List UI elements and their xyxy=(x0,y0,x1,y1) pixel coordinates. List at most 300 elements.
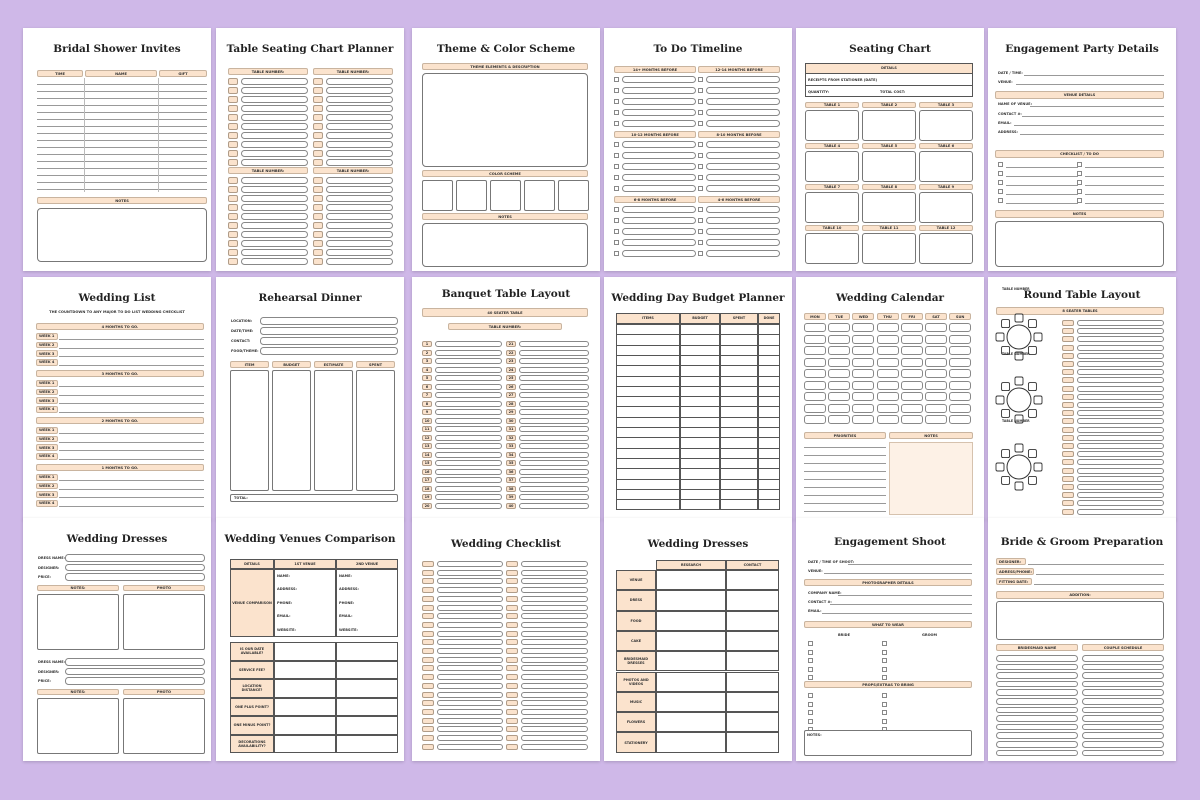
contact-cell[interactable] xyxy=(726,611,779,631)
guest-field[interactable] xyxy=(519,426,589,432)
budget-row[interactable] xyxy=(616,427,780,428)
check-field[interactable] xyxy=(521,700,588,706)
day-cell[interactable] xyxy=(877,323,899,332)
contact-cell[interactable] xyxy=(726,672,779,692)
check-field[interactable] xyxy=(521,605,588,611)
priority-line[interactable] xyxy=(804,511,886,512)
check-box[interactable] xyxy=(1077,189,1082,194)
column-box[interactable] xyxy=(272,370,311,491)
contact-cell[interactable] xyxy=(726,631,779,651)
todo-field[interactable] xyxy=(622,206,696,213)
budget-row[interactable] xyxy=(616,437,780,438)
guest-field[interactable] xyxy=(1077,320,1164,326)
todo-checkbox[interactable] xyxy=(698,175,703,180)
day-cell[interactable] xyxy=(804,381,826,390)
schedule-field[interactable] xyxy=(1082,681,1164,688)
field-input[interactable] xyxy=(65,564,205,572)
table-box[interactable] xyxy=(805,233,859,264)
budget-row[interactable] xyxy=(616,479,780,480)
address-line[interactable] xyxy=(1020,134,1164,135)
guest-field[interactable] xyxy=(519,503,589,509)
research-cell[interactable] xyxy=(656,672,726,692)
day-cell[interactable] xyxy=(901,404,923,413)
priority-line[interactable] xyxy=(804,479,886,480)
todo-field[interactable] xyxy=(706,87,780,94)
todo-field[interactable] xyxy=(706,217,780,224)
invite-row-line[interactable] xyxy=(37,133,207,134)
guest-name-field[interactable] xyxy=(326,213,393,220)
invite-row-line[interactable] xyxy=(37,105,207,106)
table-box[interactable] xyxy=(805,110,859,141)
guest-field[interactable] xyxy=(519,460,589,466)
second-answer[interactable] xyxy=(336,642,398,661)
guest-name-field[interactable] xyxy=(326,177,393,184)
todo-field[interactable] xyxy=(706,120,780,127)
day-cell[interactable] xyxy=(828,346,850,355)
todo-field[interactable] xyxy=(622,98,696,105)
day-cell[interactable] xyxy=(901,369,923,378)
first-answer[interactable] xyxy=(274,661,336,680)
column-box[interactable] xyxy=(230,370,269,491)
photo-box[interactable] xyxy=(123,594,205,650)
day-cell[interactable] xyxy=(877,369,899,378)
field-input[interactable] xyxy=(65,658,205,666)
contact-cell[interactable] xyxy=(726,712,779,732)
invite-row-line[interactable] xyxy=(37,119,207,120)
day-cell[interactable] xyxy=(925,404,947,413)
check-line[interactable] xyxy=(1006,176,1078,177)
guest-field[interactable] xyxy=(1077,427,1164,433)
guest-name-field[interactable] xyxy=(326,159,393,166)
bridesmaid-field[interactable] xyxy=(996,698,1078,705)
guest-name-field[interactable] xyxy=(241,150,308,157)
check-marker[interactable] xyxy=(422,665,434,671)
check-field[interactable] xyxy=(521,587,588,593)
table-box[interactable] xyxy=(805,151,859,182)
guest-name-field[interactable] xyxy=(241,132,308,139)
check-field[interactable] xyxy=(437,700,503,706)
day-cell[interactable] xyxy=(828,323,850,332)
check-box[interactable] xyxy=(1077,162,1082,167)
check-marker[interactable] xyxy=(506,639,518,645)
todo-checkbox[interactable] xyxy=(614,99,619,104)
todo-checkbox[interactable] xyxy=(614,153,619,158)
contact-line[interactable] xyxy=(830,604,972,605)
week-line[interactable] xyxy=(59,365,204,366)
table-box[interactable] xyxy=(862,192,916,223)
week-line[interactable] xyxy=(59,339,204,340)
guest-name-field[interactable] xyxy=(241,114,308,121)
day-cell[interactable] xyxy=(828,381,850,390)
guest-field[interactable] xyxy=(1077,386,1164,392)
research-cell[interactable] xyxy=(656,712,726,732)
budget-row[interactable] xyxy=(616,406,780,407)
day-cell[interactable] xyxy=(877,358,899,367)
guest-field[interactable] xyxy=(1077,410,1164,416)
guest-field[interactable] xyxy=(1077,459,1164,465)
todo-checkbox[interactable] xyxy=(698,229,703,234)
guest-field[interactable] xyxy=(1077,353,1164,359)
priority-line[interactable] xyxy=(804,447,886,448)
day-cell[interactable] xyxy=(804,369,826,378)
guest-field[interactable] xyxy=(435,375,502,381)
guest-name-field[interactable] xyxy=(241,258,308,265)
bridesmaid-field[interactable] xyxy=(996,715,1078,722)
check-field[interactable] xyxy=(437,744,503,750)
todo-checkbox[interactable] xyxy=(698,218,703,223)
todo-checkbox[interactable] xyxy=(614,164,619,169)
week-line[interactable] xyxy=(59,348,204,349)
check-marker[interactable] xyxy=(506,674,518,680)
todo-field[interactable] xyxy=(622,174,696,181)
check-marker[interactable] xyxy=(422,718,434,724)
check-box[interactable] xyxy=(998,162,1003,167)
check-field[interactable] xyxy=(437,613,503,619)
todo-checkbox[interactable] xyxy=(614,240,619,245)
prop-checkbox[interactable] xyxy=(882,710,887,715)
check-marker[interactable] xyxy=(422,613,434,619)
prop-checkbox[interactable] xyxy=(808,719,813,724)
schedule-field[interactable] xyxy=(1082,707,1164,714)
color-swatch[interactable] xyxy=(456,180,487,211)
day-cell[interactable] xyxy=(804,335,826,344)
todo-checkbox[interactable] xyxy=(614,77,619,82)
day-cell[interactable] xyxy=(949,369,971,378)
guest-field[interactable] xyxy=(435,435,502,441)
guest-name-field[interactable] xyxy=(326,123,393,130)
check-marker[interactable] xyxy=(422,596,434,602)
guest-name-field[interactable] xyxy=(241,87,308,94)
budget-row[interactable] xyxy=(616,509,780,510)
wear-checkbox[interactable] xyxy=(882,641,887,646)
check-line[interactable] xyxy=(1006,167,1078,168)
guest-field[interactable] xyxy=(435,392,502,398)
day-cell[interactable] xyxy=(949,358,971,367)
check-marker[interactable] xyxy=(422,683,434,689)
invite-row-line[interactable] xyxy=(37,182,207,183)
day-cell[interactable] xyxy=(901,358,923,367)
day-cell[interactable] xyxy=(901,415,923,424)
todo-checkbox[interactable] xyxy=(614,175,619,180)
check-marker[interactable] xyxy=(422,709,434,715)
wear-checkbox[interactable] xyxy=(808,667,813,672)
check-box[interactable] xyxy=(998,189,1003,194)
wear-checkbox[interactable] xyxy=(882,667,887,672)
check-box[interactable] xyxy=(998,171,1003,176)
day-cell[interactable] xyxy=(828,335,850,344)
check-field[interactable] xyxy=(437,596,503,602)
schedule-field[interactable] xyxy=(1082,698,1164,705)
field-input[interactable] xyxy=(65,677,205,685)
day-cell[interactable] xyxy=(949,346,971,355)
schedule-field[interactable] xyxy=(1082,689,1164,696)
contact-cell[interactable] xyxy=(726,692,779,712)
photo-box[interactable] xyxy=(123,698,205,754)
budget-row[interactable] xyxy=(616,396,780,397)
schedule-field[interactable] xyxy=(1082,664,1164,671)
bridesmaid-field[interactable] xyxy=(996,655,1078,662)
guest-field[interactable] xyxy=(519,469,589,475)
invite-row-line[interactable] xyxy=(37,161,207,162)
budget-row[interactable] xyxy=(616,365,780,366)
day-cell[interactable] xyxy=(828,392,850,401)
check-field[interactable] xyxy=(437,657,503,663)
budget-row[interactable] xyxy=(616,499,780,500)
todo-field[interactable] xyxy=(622,217,696,224)
todo-checkbox[interactable] xyxy=(698,88,703,93)
day-cell[interactable] xyxy=(852,358,874,367)
guest-name-field[interactable] xyxy=(241,195,308,202)
check-line[interactable] xyxy=(1085,176,1164,177)
week-line[interactable] xyxy=(59,395,204,396)
check-line[interactable] xyxy=(1006,194,1078,195)
guest-name-field[interactable] xyxy=(326,195,393,202)
check-marker[interactable] xyxy=(422,674,434,680)
todo-field[interactable] xyxy=(706,76,780,83)
field-input[interactable] xyxy=(260,347,398,355)
prop-checkbox[interactable] xyxy=(882,719,887,724)
date-time-line[interactable] xyxy=(1024,75,1164,76)
guest-name-field[interactable] xyxy=(326,150,393,157)
fitting-line[interactable] xyxy=(1034,584,1164,585)
notes-box[interactable] xyxy=(804,730,972,756)
invite-row-line[interactable] xyxy=(37,175,207,176)
invite-row-line[interactable] xyxy=(37,126,207,127)
week-line[interactable] xyxy=(59,459,204,460)
guest-name-field[interactable] xyxy=(326,258,393,265)
research-cell[interactable] xyxy=(656,651,726,671)
prop-checkbox[interactable] xyxy=(808,702,813,707)
todo-checkbox[interactable] xyxy=(698,110,703,115)
guest-field[interactable] xyxy=(435,494,502,500)
todo-field[interactable] xyxy=(706,228,780,235)
day-cell[interactable] xyxy=(925,369,947,378)
address-line[interactable] xyxy=(1036,574,1164,575)
check-marker[interactable] xyxy=(506,726,518,732)
field-input[interactable] xyxy=(65,554,205,562)
day-cell[interactable] xyxy=(804,415,826,424)
second-answer[interactable] xyxy=(336,661,398,680)
notes-box[interactable] xyxy=(37,594,119,650)
prop-checkbox[interactable] xyxy=(882,693,887,698)
priority-line[interactable] xyxy=(804,495,886,496)
todo-checkbox[interactable] xyxy=(614,186,619,191)
bridesmaid-field[interactable] xyxy=(996,724,1078,731)
schedule-field[interactable] xyxy=(1082,655,1164,662)
day-cell[interactable] xyxy=(925,415,947,424)
week-line[interactable] xyxy=(59,442,204,443)
first-answer[interactable] xyxy=(274,716,336,735)
check-marker[interactable] xyxy=(422,631,434,637)
check-marker[interactable] xyxy=(422,639,434,645)
check-field[interactable] xyxy=(521,596,588,602)
guest-field[interactable] xyxy=(519,384,589,390)
guest-name-field[interactable] xyxy=(241,78,308,85)
check-field[interactable] xyxy=(521,622,588,628)
todo-field[interactable] xyxy=(706,206,780,213)
week-line[interactable] xyxy=(59,386,204,387)
day-cell[interactable] xyxy=(949,323,971,332)
check-marker[interactable] xyxy=(422,735,434,741)
day-cell[interactable] xyxy=(877,404,899,413)
guest-name-field[interactable] xyxy=(326,240,393,247)
invite-row-line[interactable] xyxy=(37,91,207,92)
check-marker[interactable] xyxy=(506,578,518,584)
check-field[interactable] xyxy=(521,570,588,576)
guest-field[interactable] xyxy=(435,341,502,347)
day-cell[interactable] xyxy=(852,346,874,355)
todo-field[interactable] xyxy=(622,87,696,94)
day-cell[interactable] xyxy=(877,415,899,424)
invite-row-line[interactable] xyxy=(37,168,207,169)
wear-checkbox[interactable] xyxy=(808,641,813,646)
check-field[interactable] xyxy=(521,709,588,715)
check-field[interactable] xyxy=(437,639,503,645)
guest-field[interactable] xyxy=(435,384,502,390)
check-marker[interactable] xyxy=(422,657,434,663)
day-cell[interactable] xyxy=(901,392,923,401)
bridesmaid-field[interactable] xyxy=(996,672,1078,679)
check-marker[interactable] xyxy=(506,735,518,741)
table-box[interactable] xyxy=(862,110,916,141)
guest-name-field[interactable] xyxy=(326,204,393,211)
guest-field[interactable] xyxy=(1077,369,1164,375)
guest-field[interactable] xyxy=(435,443,502,449)
guest-name-field[interactable] xyxy=(241,240,308,247)
check-marker[interactable] xyxy=(506,744,518,750)
check-marker[interactable] xyxy=(506,648,518,654)
theme-elements-box[interactable] xyxy=(422,73,588,167)
check-field[interactable] xyxy=(437,683,503,689)
invite-row-line[interactable] xyxy=(37,189,207,190)
budget-row[interactable] xyxy=(616,417,780,418)
day-cell[interactable] xyxy=(901,323,923,332)
check-marker[interactable] xyxy=(506,613,518,619)
day-cell[interactable] xyxy=(949,335,971,344)
day-cell[interactable] xyxy=(804,346,826,355)
day-cell[interactable] xyxy=(925,358,947,367)
check-field[interactable] xyxy=(521,578,588,584)
day-cell[interactable] xyxy=(877,381,899,390)
guest-name-field[interactable] xyxy=(326,222,393,229)
guest-field[interactable] xyxy=(435,350,502,356)
check-marker[interactable] xyxy=(506,561,518,567)
guest-name-field[interactable] xyxy=(326,231,393,238)
week-line[interactable] xyxy=(59,412,204,413)
check-field[interactable] xyxy=(521,692,588,698)
todo-field[interactable] xyxy=(706,98,780,105)
day-cell[interactable] xyxy=(949,404,971,413)
priority-line[interactable] xyxy=(804,471,886,472)
guest-field[interactable] xyxy=(519,435,589,441)
day-cell[interactable] xyxy=(949,415,971,424)
day-cell[interactable] xyxy=(949,381,971,390)
field-input[interactable] xyxy=(260,327,398,335)
first-answer[interactable] xyxy=(274,698,336,717)
guest-name-field[interactable] xyxy=(241,105,308,112)
guest-field[interactable] xyxy=(1077,451,1164,457)
todo-checkbox[interactable] xyxy=(698,164,703,169)
venue-line[interactable] xyxy=(824,573,972,574)
week-line[interactable] xyxy=(59,480,204,481)
wear-checkbox[interactable] xyxy=(882,675,887,680)
invite-row-line[interactable] xyxy=(37,140,207,141)
guest-name-field[interactable] xyxy=(326,87,393,94)
todo-field[interactable] xyxy=(706,250,780,257)
day-cell[interactable] xyxy=(852,381,874,390)
table-box[interactable] xyxy=(919,110,973,141)
todo-field[interactable] xyxy=(622,76,696,83)
check-field[interactable] xyxy=(437,587,503,593)
guest-field[interactable] xyxy=(1077,484,1164,490)
check-marker[interactable] xyxy=(506,587,518,593)
check-marker[interactable] xyxy=(506,692,518,698)
budget-row[interactable] xyxy=(616,468,780,469)
todo-field[interactable] xyxy=(706,174,780,181)
date-time-line[interactable] xyxy=(848,564,972,565)
guest-field[interactable] xyxy=(1077,328,1164,334)
bridesmaid-field[interactable] xyxy=(996,741,1078,748)
todo-checkbox[interactable] xyxy=(614,207,619,212)
todo-checkbox[interactable] xyxy=(698,77,703,82)
research-cell[interactable] xyxy=(656,732,726,752)
check-box[interactable] xyxy=(1077,198,1082,203)
contact-cell[interactable] xyxy=(726,570,779,590)
check-field[interactable] xyxy=(437,726,503,732)
week-line[interactable] xyxy=(59,433,204,434)
todo-field[interactable] xyxy=(622,109,696,116)
guest-name-field[interactable] xyxy=(241,231,308,238)
prop-checkbox[interactable] xyxy=(808,693,813,698)
check-marker[interactable] xyxy=(422,578,434,584)
guest-field[interactable] xyxy=(519,494,589,500)
check-field[interactable] xyxy=(521,674,588,680)
check-marker[interactable] xyxy=(506,657,518,663)
week-line[interactable] xyxy=(59,356,204,357)
guest-field[interactable] xyxy=(435,358,502,364)
todo-field[interactable] xyxy=(622,152,696,159)
guest-field[interactable] xyxy=(519,367,589,373)
todo-field[interactable] xyxy=(706,239,780,246)
day-cell[interactable] xyxy=(852,392,874,401)
check-field[interactable] xyxy=(437,605,503,611)
check-marker[interactable] xyxy=(422,605,434,611)
todo-checkbox[interactable] xyxy=(614,121,619,126)
day-cell[interactable] xyxy=(925,346,947,355)
todo-checkbox[interactable] xyxy=(698,207,703,212)
day-cell[interactable] xyxy=(901,335,923,344)
guest-name-field[interactable] xyxy=(241,249,308,256)
check-line[interactable] xyxy=(1006,185,1078,186)
wear-checkbox[interactable] xyxy=(808,658,813,663)
schedule-field[interactable] xyxy=(1082,715,1164,722)
check-field[interactable] xyxy=(521,718,588,724)
guest-name-field[interactable] xyxy=(241,159,308,166)
schedule-field[interactable] xyxy=(1082,724,1164,731)
todo-field[interactable] xyxy=(622,141,696,148)
guest-name-field[interactable] xyxy=(241,177,308,184)
guest-name-field[interactable] xyxy=(326,78,393,85)
guest-field[interactable] xyxy=(519,477,589,483)
guest-field[interactable] xyxy=(519,486,589,492)
guest-field[interactable] xyxy=(435,503,502,509)
guest-field[interactable] xyxy=(1077,492,1164,498)
second-answer[interactable] xyxy=(336,698,398,717)
day-cell[interactable] xyxy=(877,392,899,401)
check-field[interactable] xyxy=(437,674,503,680)
research-cell[interactable] xyxy=(656,590,726,610)
guest-field[interactable] xyxy=(435,469,502,475)
